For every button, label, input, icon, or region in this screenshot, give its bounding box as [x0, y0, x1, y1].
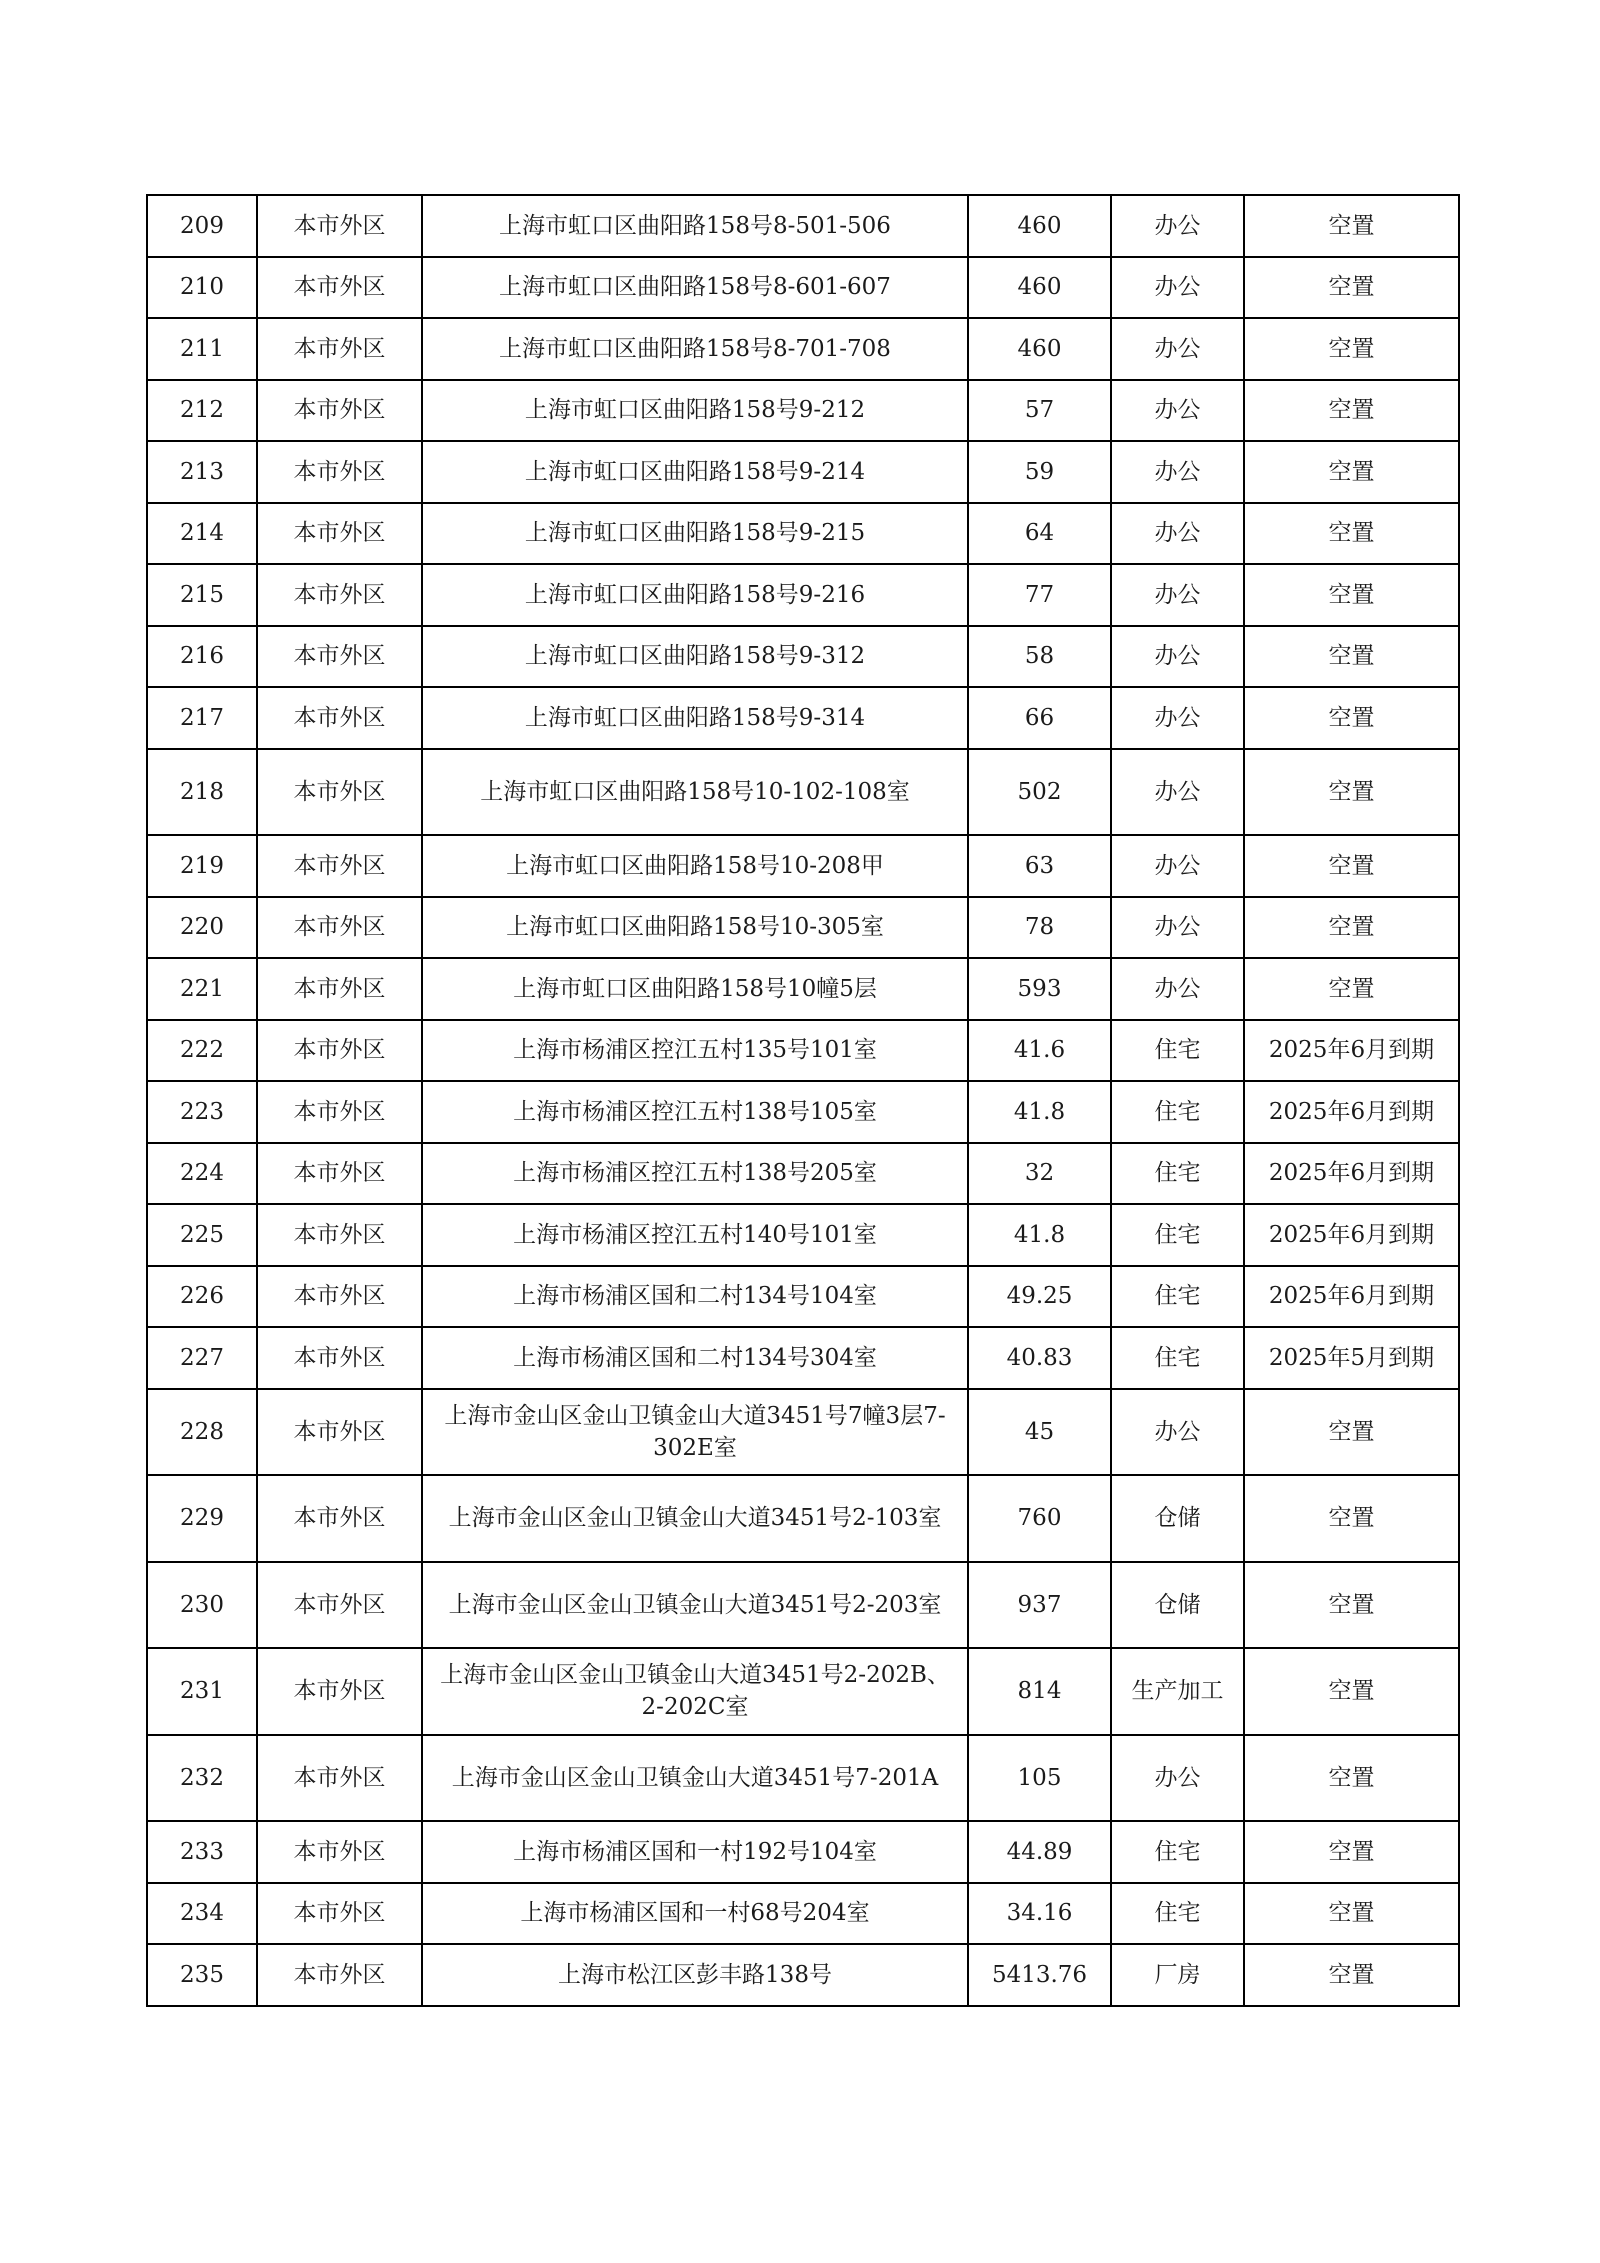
status-cell: 空置 [1244, 441, 1459, 503]
area-cell: 66 [968, 687, 1111, 749]
area-cell: 5413.76 [968, 1944, 1111, 2006]
area-cell: 57 [968, 380, 1111, 442]
region-cell: 本市外区 [257, 441, 422, 503]
table-row [147, 1944, 1459, 2006]
usage-cell: 仓储 [1111, 1562, 1244, 1649]
usage-cell: 办公 [1111, 1735, 1244, 1822]
address-cell: 上海市虹口区曲阳路158号8-501-506 [422, 195, 968, 257]
region-cell: 本市外区 [257, 897, 422, 959]
area-cell: 58 [968, 626, 1111, 688]
table-row [147, 1020, 1459, 1082]
area-cell: 460 [968, 257, 1111, 319]
row-number-cell: 209 [147, 195, 257, 257]
area-cell: 105 [968, 1735, 1111, 1822]
usage-cell: 办公 [1111, 441, 1244, 503]
address-cell: 上海市金山区金山卫镇金山大道3451号2-103室 [422, 1475, 968, 1562]
status-cell: 2025年6月到期 [1244, 1266, 1459, 1328]
table-row [147, 1081, 1459, 1143]
table-row [147, 626, 1459, 688]
address-cell: 上海市虹口区曲阳路158号9-216 [422, 564, 968, 626]
table-row [147, 1266, 1459, 1328]
table-row [147, 1735, 1459, 1822]
usage-cell: 办公 [1111, 257, 1244, 319]
status-cell: 空置 [1244, 503, 1459, 565]
table-row [147, 564, 1459, 626]
usage-cell: 办公 [1111, 835, 1244, 897]
table-row [147, 1562, 1459, 1649]
area-cell: 41.8 [968, 1204, 1111, 1266]
region-cell: 本市外区 [257, 1883, 422, 1945]
usage-cell: 办公 [1111, 897, 1244, 959]
address-cell: 上海市虹口区曲阳路158号9-214 [422, 441, 968, 503]
row-number-cell: 220 [147, 897, 257, 959]
region-cell: 本市外区 [257, 1735, 422, 1822]
usage-cell: 生产加工 [1111, 1648, 1244, 1735]
address-cell: 上海市虹口区曲阳路158号10幢5层 [422, 958, 968, 1020]
address-cell: 上海市虹口区曲阳路158号10-102-108室 [422, 749, 968, 836]
status-cell: 空置 [1244, 835, 1459, 897]
region-cell: 本市外区 [257, 1020, 422, 1082]
table-row [147, 749, 1459, 836]
table-row [147, 1327, 1459, 1389]
address-cell: 上海市杨浦区国和一村68号204室 [422, 1883, 968, 1945]
region-cell: 本市外区 [257, 958, 422, 1020]
table-row [147, 958, 1459, 1020]
table-row [147, 1389, 1459, 1476]
region-cell: 本市外区 [257, 1389, 422, 1476]
row-number-cell: 231 [147, 1648, 257, 1735]
status-cell: 2025年6月到期 [1244, 1020, 1459, 1082]
area-cell: 460 [968, 318, 1111, 380]
region-cell: 本市外区 [257, 503, 422, 565]
usage-cell: 住宅 [1111, 1081, 1244, 1143]
usage-cell: 住宅 [1111, 1266, 1244, 1328]
status-cell: 空置 [1244, 1821, 1459, 1883]
region-cell: 本市外区 [257, 257, 422, 319]
address-cell: 上海市金山区金山卫镇金山大道3451号7-201A [422, 1735, 968, 1822]
region-cell: 本市外区 [257, 749, 422, 836]
usage-cell: 办公 [1111, 564, 1244, 626]
usage-cell: 住宅 [1111, 1821, 1244, 1883]
row-number-cell: 216 [147, 626, 257, 688]
status-cell: 空置 [1244, 958, 1459, 1020]
address-cell: 上海市杨浦区控江五村138号105室 [422, 1081, 968, 1143]
usage-cell: 办公 [1111, 195, 1244, 257]
area-cell: 814 [968, 1648, 1111, 1735]
area-cell: 34.16 [968, 1883, 1111, 1945]
address-cell: 上海市虹口区曲阳路158号9-314 [422, 687, 968, 749]
table-row [147, 380, 1459, 442]
area-cell: 460 [968, 195, 1111, 257]
region-cell: 本市外区 [257, 1648, 422, 1735]
table-row [147, 503, 1459, 565]
row-number-cell: 233 [147, 1821, 257, 1883]
table-row [147, 1204, 1459, 1266]
address-cell: 上海市杨浦区国和二村134号304室 [422, 1327, 968, 1389]
usage-cell: 住宅 [1111, 1883, 1244, 1945]
row-number-cell: 235 [147, 1944, 257, 2006]
table-row [147, 687, 1459, 749]
area-cell: 49.25 [968, 1266, 1111, 1328]
region-cell: 本市外区 [257, 835, 422, 897]
table-row [147, 1883, 1459, 1945]
row-number-cell: 222 [147, 1020, 257, 1082]
region-cell: 本市外区 [257, 1204, 422, 1266]
row-number-cell: 227 [147, 1327, 257, 1389]
row-number-cell: 221 [147, 958, 257, 1020]
table-row [147, 1475, 1459, 1562]
status-cell: 空置 [1244, 1562, 1459, 1649]
address-cell: 上海市杨浦区国和一村192号104室 [422, 1821, 968, 1883]
status-cell: 2025年5月到期 [1244, 1327, 1459, 1389]
address-cell: 上海市虹口区曲阳路158号9-312 [422, 626, 968, 688]
status-cell: 空置 [1244, 749, 1459, 836]
row-number-cell: 230 [147, 1562, 257, 1649]
status-cell: 空置 [1244, 1735, 1459, 1822]
usage-cell: 办公 [1111, 318, 1244, 380]
region-cell: 本市外区 [257, 564, 422, 626]
status-cell: 空置 [1244, 564, 1459, 626]
usage-cell: 办公 [1111, 380, 1244, 442]
address-cell: 上海市杨浦区控江五村135号101室 [422, 1020, 968, 1082]
usage-cell: 住宅 [1111, 1143, 1244, 1205]
address-cell: 上海市杨浦区国和二村134号104室 [422, 1266, 968, 1328]
table-row [147, 441, 1459, 503]
area-cell: 937 [968, 1562, 1111, 1649]
region-cell: 本市外区 [257, 318, 422, 380]
row-number-cell: 225 [147, 1204, 257, 1266]
area-cell: 77 [968, 564, 1111, 626]
status-cell: 空置 [1244, 626, 1459, 688]
status-cell: 空置 [1244, 1389, 1459, 1476]
usage-cell: 住宅 [1111, 1204, 1244, 1266]
address-cell: 上海市虹口区曲阳路158号8-701-708 [422, 318, 968, 380]
status-cell: 空置 [1244, 195, 1459, 257]
usage-cell: 厂房 [1111, 1944, 1244, 2006]
region-cell: 本市外区 [257, 1562, 422, 1649]
status-cell: 2025年6月到期 [1244, 1204, 1459, 1266]
row-number-cell: 210 [147, 257, 257, 319]
region-cell: 本市外区 [257, 1475, 422, 1562]
address-cell: 上海市虹口区曲阳路158号10-208甲 [422, 835, 968, 897]
table-row [147, 318, 1459, 380]
area-cell: 64 [968, 503, 1111, 565]
status-cell: 2025年6月到期 [1244, 1143, 1459, 1205]
address-cell: 上海市虹口区曲阳路158号10-305室 [422, 897, 968, 959]
usage-cell: 仓储 [1111, 1475, 1244, 1562]
area-cell: 59 [968, 441, 1111, 503]
status-cell: 2025年6月到期 [1244, 1081, 1459, 1143]
address-cell: 上海市金山区金山卫镇金山大道3451号7幢3层7-302E室 [422, 1389, 968, 1476]
status-cell: 空置 [1244, 687, 1459, 749]
status-cell: 空置 [1244, 1475, 1459, 1562]
region-cell: 本市外区 [257, 1944, 422, 2006]
status-cell: 空置 [1244, 257, 1459, 319]
row-number-cell: 223 [147, 1081, 257, 1143]
usage-cell: 办公 [1111, 626, 1244, 688]
table-row [147, 1821, 1459, 1883]
row-number-cell: 229 [147, 1475, 257, 1562]
usage-cell: 办公 [1111, 503, 1244, 565]
region-cell: 本市外区 [257, 1327, 422, 1389]
table-row [147, 1143, 1459, 1205]
region-cell: 本市外区 [257, 1143, 422, 1205]
region-cell: 本市外区 [257, 380, 422, 442]
usage-cell: 办公 [1111, 687, 1244, 749]
status-cell: 空置 [1244, 897, 1459, 959]
property-table [146, 194, 1460, 2007]
table-row [147, 835, 1459, 897]
row-number-cell: 212 [147, 380, 257, 442]
address-cell: 上海市杨浦区控江五村138号205室 [422, 1143, 968, 1205]
area-cell: 63 [968, 835, 1111, 897]
status-cell: 空置 [1244, 380, 1459, 442]
region-cell: 本市外区 [257, 195, 422, 257]
row-number-cell: 232 [147, 1735, 257, 1822]
table-row [147, 195, 1459, 257]
row-number-cell: 226 [147, 1266, 257, 1328]
row-number-cell: 218 [147, 749, 257, 836]
row-number-cell: 213 [147, 441, 257, 503]
region-cell: 本市外区 [257, 687, 422, 749]
usage-cell: 办公 [1111, 958, 1244, 1020]
area-cell: 760 [968, 1475, 1111, 1562]
row-number-cell: 234 [147, 1883, 257, 1945]
row-number-cell: 224 [147, 1143, 257, 1205]
region-cell: 本市外区 [257, 1821, 422, 1883]
row-number-cell: 214 [147, 503, 257, 565]
usage-cell: 办公 [1111, 749, 1244, 836]
address-cell: 上海市虹口区曲阳路158号8-601-607 [422, 257, 968, 319]
area-cell: 41.8 [968, 1081, 1111, 1143]
usage-cell: 住宅 [1111, 1327, 1244, 1389]
table-row [147, 257, 1459, 319]
region-cell: 本市外区 [257, 1081, 422, 1143]
status-cell: 空置 [1244, 1944, 1459, 2006]
address-cell: 上海市金山区金山卫镇金山大道3451号2-203室 [422, 1562, 968, 1649]
table-row [147, 897, 1459, 959]
address-cell: 上海市松江区彭丰路138号 [422, 1944, 968, 2006]
row-number-cell: 219 [147, 835, 257, 897]
area-cell: 32 [968, 1143, 1111, 1205]
row-number-cell: 215 [147, 564, 257, 626]
area-cell: 41.6 [968, 1020, 1111, 1082]
status-cell: 空置 [1244, 318, 1459, 380]
row-number-cell: 211 [147, 318, 257, 380]
area-cell: 502 [968, 749, 1111, 836]
row-number-cell: 217 [147, 687, 257, 749]
table-row [147, 1648, 1459, 1735]
address-cell: 上海市金山区金山卫镇金山大道3451号2-202B、2-202C室 [422, 1648, 968, 1735]
area-cell: 44.89 [968, 1821, 1111, 1883]
property-table-body [147, 195, 1459, 2006]
address-cell: 上海市虹口区曲阳路158号9-215 [422, 503, 968, 565]
status-cell: 空置 [1244, 1883, 1459, 1945]
area-cell: 78 [968, 897, 1111, 959]
area-cell: 40.83 [968, 1327, 1111, 1389]
row-number-cell: 228 [147, 1389, 257, 1476]
address-cell: 上海市杨浦区控江五村140号101室 [422, 1204, 968, 1266]
status-cell: 空置 [1244, 1648, 1459, 1735]
region-cell: 本市外区 [257, 1266, 422, 1328]
usage-cell: 住宅 [1111, 1020, 1244, 1082]
region-cell: 本市外区 [257, 626, 422, 688]
area-cell: 593 [968, 958, 1111, 1020]
address-cell: 上海市虹口区曲阳路158号9-212 [422, 380, 968, 442]
usage-cell: 办公 [1111, 1389, 1244, 1476]
area-cell: 45 [968, 1389, 1111, 1476]
